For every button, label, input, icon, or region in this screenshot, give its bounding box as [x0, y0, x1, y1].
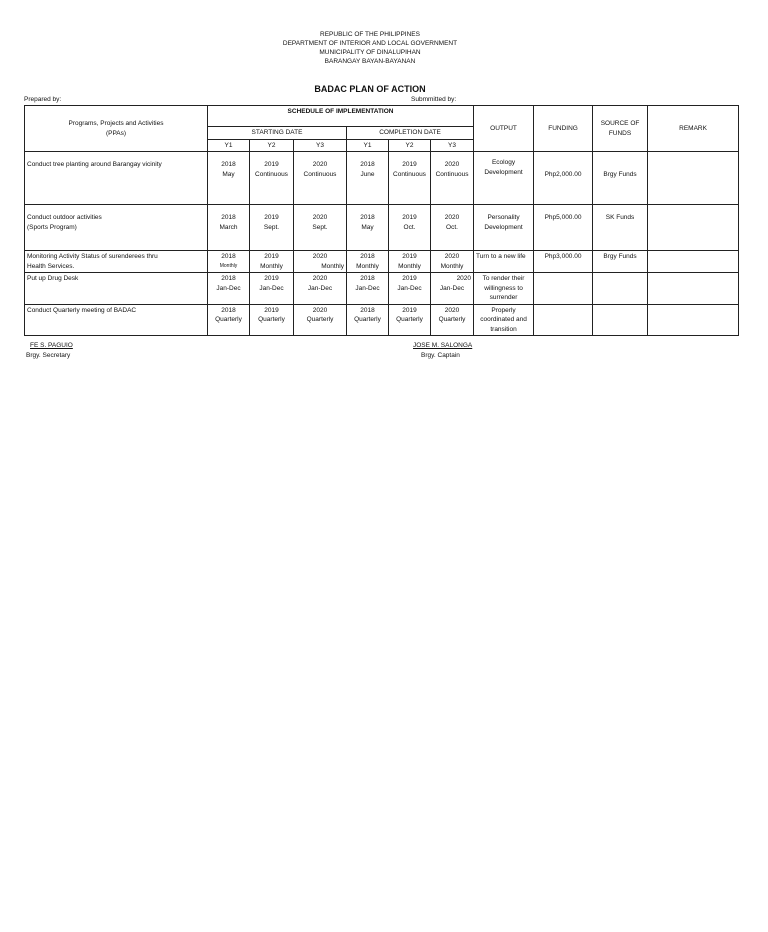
ppa-column-header: Programs, Projects and Activities (PPAs)	[25, 106, 208, 152]
output-cell: Properly coordinated and transition	[474, 304, 534, 336]
ppa-cell: Conduct Quarterly meeting of BADAC	[25, 304, 208, 336]
output-cell: Ecology Development	[474, 152, 534, 205]
ppa-cell: Conduct tree planting around Barangay vicinity	[25, 152, 208, 205]
start-y2-header: Y2	[250, 139, 294, 152]
funding-cell: Php2,000.00	[534, 152, 593, 205]
complete-y2-cell: 2019 Quarterly	[389, 304, 431, 336]
remark-cell	[648, 304, 739, 336]
remark-cell	[648, 273, 739, 305]
complete-y2-header: Y2	[389, 139, 431, 152]
complete-y1-cell: 2018 Monthly	[347, 251, 389, 273]
complete-y1-cell: 2018 May	[347, 205, 389, 251]
complete-y2-cell: 2019 Jan-Dec	[389, 273, 431, 305]
header-line-republic: REPUBLIC OF THE PHILIPPINES	[320, 31, 420, 38]
completion-date-header: COMPLETION DATE	[347, 127, 474, 140]
complete-y3-cell: 2020 Continuous	[431, 152, 474, 205]
secretary-position: Brgy. Secretary	[26, 352, 71, 359]
start-y2-cell: 2019 Jan-Dec	[250, 273, 294, 305]
start-y2-cell: 2019 Quarterly	[250, 304, 294, 336]
ppa-cell: Put up Drug Desk	[25, 273, 208, 305]
start-y3-cell: 2020 Quarterly	[294, 304, 347, 336]
start-y2-cell: 2019 Continuous	[250, 152, 294, 205]
table-row	[25, 273, 739, 305]
start-y1-cell: 2018 March	[208, 205, 250, 251]
remark-column-header: REMARK	[648, 106, 739, 152]
submitted-by-label: Submmitted by:	[411, 96, 457, 103]
captain-position: Brgy. Captain	[421, 352, 460, 359]
table-row	[25, 251, 739, 273]
funding-cell	[534, 304, 593, 336]
document-header	[0, 30, 740, 66]
source-cell: SK Funds	[593, 205, 648, 251]
start-y3-cell: 2020 Monthly	[294, 251, 347, 273]
captain-name: JOSE M. SALONGA	[413, 342, 473, 349]
header-line-department: DEPARTMENT OF INTERIOR AND LOCAL GOVERNMENT	[282, 40, 458, 47]
ppa-cell: Conduct outdoor activities (Sports Program)	[25, 205, 208, 251]
table-row	[25, 152, 739, 205]
start-y2-cell: 2019 Monthly	[250, 251, 294, 273]
complete-y1-header: Y1	[347, 139, 389, 152]
start-y3-cell: 2020 Continuous	[294, 152, 347, 205]
complete-y2-cell: 2019 Monthly	[389, 251, 431, 273]
source-cell	[593, 273, 648, 305]
output-column-header: OUTPUT	[474, 106, 534, 152]
start-y3-header: Y3	[294, 139, 347, 152]
complete-y1-cell: 2018 June	[347, 152, 389, 205]
starting-date-header: STARTING DATE	[208, 127, 347, 140]
schedule-header: SCHEDULE OF IMPLEMENTATION	[208, 106, 474, 127]
complete-y3-header: Y3	[431, 139, 474, 152]
remark-cell	[648, 205, 739, 251]
complete-y3-cell: 2020 Quarterly	[431, 304, 474, 336]
start-y1-cell: 2018 Quarterly	[208, 304, 250, 336]
source-cell	[593, 304, 648, 336]
remark-cell	[648, 251, 739, 273]
header-line-municipality: MUNICIPALITY OF DINALUPIHAN	[319, 49, 421, 56]
ppa-cell: Monitoring Activity Status of surenderees thru Health Services.	[25, 251, 208, 273]
funding-cell: Php3,000.00	[534, 251, 593, 273]
source-column-header: SOURCE OF FUNDS	[593, 106, 648, 152]
secretary-name: FE S. PAGUIO	[30, 342, 73, 349]
complete-y3-cell: 2020 Oct.	[431, 205, 474, 251]
complete-y3-cell: 2020 Monthly	[431, 251, 474, 273]
plan-of-action-table	[24, 105, 739, 336]
source-cell: Brgy Funds	[593, 152, 648, 205]
prepared-by-label: Prepared by:	[24, 96, 62, 103]
complete-y1-cell: 2018 Quarterly	[347, 304, 389, 336]
output-cell: To render their willingness to surrender	[474, 273, 534, 305]
header-line-barangay: BARANGAY BAYAN-BAYANAN	[324, 58, 416, 65]
complete-y2-cell: 2019 Oct.	[389, 205, 431, 251]
header-row-schedule	[25, 106, 739, 127]
source-cell: Brgy Funds	[593, 251, 648, 273]
funding-cell: Php5,000.00	[534, 205, 593, 251]
start-y1-cell: 2018 Jan-Dec	[208, 273, 250, 305]
table-row	[25, 304, 739, 336]
complete-y3-cell: 2020 Jan-Dec	[431, 273, 474, 305]
table-row	[25, 205, 739, 251]
remark-cell	[648, 152, 739, 205]
start-y1-header: Y1	[208, 139, 250, 152]
output-cell: Turn to a new life	[474, 251, 534, 273]
start-y1-cell: 2018 Monthly	[208, 251, 250, 273]
output-cell: Personality Development	[474, 205, 534, 251]
funding-column-header: FUNDING	[534, 106, 593, 152]
complete-y1-cell: 2018 Jan-Dec	[347, 273, 389, 305]
start-y2-cell: 2019 Sept.	[250, 205, 294, 251]
start-y1-cell: 2018 May	[208, 152, 250, 205]
document-title: BADAC PLAN OF ACTION	[314, 84, 426, 94]
start-y3-cell: 2020 Sept.	[294, 205, 347, 251]
funding-cell	[534, 273, 593, 305]
complete-y2-cell: 2019 Continuous	[389, 152, 431, 205]
start-y3-cell: 2020 Jan-Dec	[294, 273, 347, 305]
